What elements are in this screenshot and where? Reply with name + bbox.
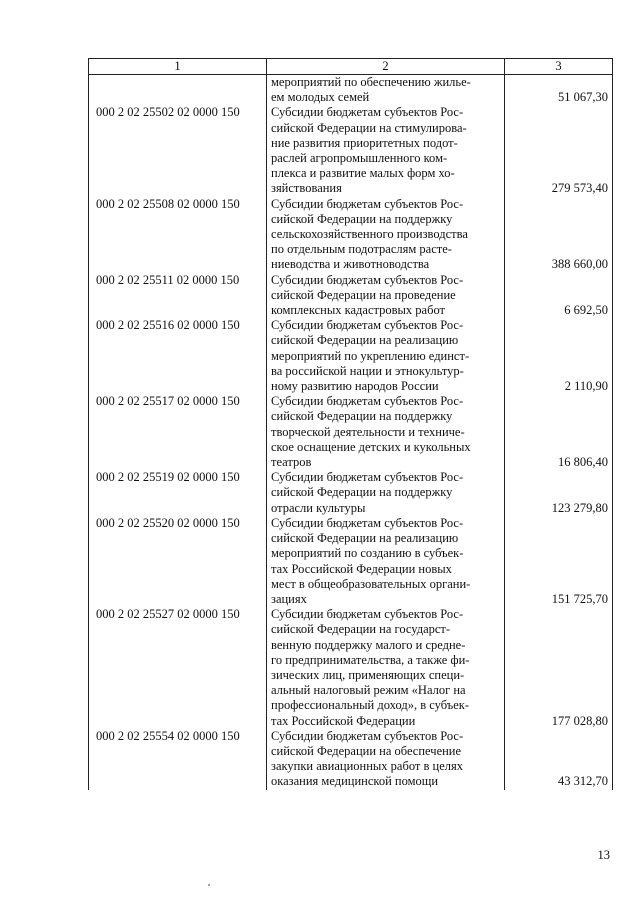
row-amount: 388 660,00 xyxy=(505,197,613,273)
row-description: Субсидии бюджетам субъектов Рос- сийской Федерации на поддержку творческой деятельности и техниче- ское оснащение детских и кукольных театров xyxy=(267,394,505,470)
row-description: мероприятий по обеспечению жилье- ем молодых семей xyxy=(267,75,505,106)
row-code: 000 2 02 25516 02 0000 150 xyxy=(89,318,267,394)
table-row xyxy=(89,729,613,790)
table-row xyxy=(89,607,613,729)
row-code xyxy=(89,75,267,106)
row-amount: 177 028,80 xyxy=(505,607,613,729)
row-description: Субсидии бюджетам субъектов Рос- сийской Федерации на государст- венную поддержку малого и средне- го предпринимательства, а также фи- зических лиц, применяющих специ- альный налоговый режим «Налог на профессиональный доход», в субъек- тах Российской Федерации xyxy=(267,607,505,729)
table-row xyxy=(89,516,613,607)
page-number: 13 xyxy=(597,848,610,862)
row-description: Субсидии бюджетам субъектов Рос- сийской Федерации на реализацию мероприятий по укреплению единст- ва российской нации и этнокультур- ному развитию народов России xyxy=(267,318,505,394)
table-row xyxy=(89,470,613,516)
table-row xyxy=(89,197,613,273)
column-header-description: 2 xyxy=(267,59,505,75)
row-amount: 16 806,40 xyxy=(505,394,613,470)
scan-artifact xyxy=(208,884,210,886)
row-code: 000 2 02 25508 02 0000 150 xyxy=(89,197,267,273)
table-body xyxy=(89,75,613,790)
row-code: 000 2 02 25520 02 0000 150 xyxy=(89,516,267,607)
row-description: Субсидии бюджетам субъектов Рос- сийской Федерации на проведение комплексных кадастровых работ xyxy=(267,273,505,319)
row-description: Субсидии бюджетам субъектов Рос- сийской Федерации на реализацию мероприятий по созданию в субъек- тах Российской Федерации новых мест в общеобразовательных органи- зациях xyxy=(267,516,505,607)
row-code: 000 2 02 25527 02 0000 150 xyxy=(89,607,267,729)
row-description: Субсидии бюджетам субъектов Рос- сийской Федерации на обеспечение закупки авиационных работ в целях оказания медицинской помощи xyxy=(267,729,505,790)
row-amount: 279 573,40 xyxy=(505,105,613,196)
row-description: Субсидии бюджетам субъектов Рос- сийской Федерации на стимулирова- ние развития приоритетных подот- раслей агропромышленного ком- плекса и развитие малых форм хо- зяйствования xyxy=(267,105,505,196)
row-amount: 6 692,50 xyxy=(505,273,613,319)
row-description: Субсидии бюджетам субъектов Рос- сийской Федерации на поддержку сельскохозяйственного производства по отдельным подотраслям расте- ниеводства и животноводства xyxy=(267,197,505,273)
table-header-row xyxy=(89,59,613,75)
row-amount: 51 067,30 xyxy=(505,75,613,106)
row-description: Субсидии бюджетам субъектов Рос- сийской Федерации на поддержку отрасли культуры xyxy=(267,470,505,516)
table-row xyxy=(89,75,613,106)
row-amount: 123 279,80 xyxy=(505,470,613,516)
table-row xyxy=(89,318,613,394)
budget-table xyxy=(88,58,613,790)
table-row xyxy=(89,273,613,319)
column-header-code: 1 xyxy=(89,59,267,75)
row-amount: 2 110,90 xyxy=(505,318,613,394)
row-amount: 151 725,70 xyxy=(505,516,613,607)
table-row xyxy=(89,105,613,196)
row-code: 000 2 02 25554 02 0000 150 xyxy=(89,729,267,790)
column-header-amount: 3 xyxy=(505,59,613,75)
row-code: 000 2 02 25511 02 0000 150 xyxy=(89,273,267,319)
row-code: 000 2 02 25519 02 0000 150 xyxy=(89,470,267,516)
row-amount: 43 312,70 xyxy=(505,729,613,790)
row-code: 000 2 02 25517 02 0000 150 xyxy=(89,394,267,470)
table-row xyxy=(89,394,613,470)
row-code: 000 2 02 25502 02 0000 150 xyxy=(89,105,267,196)
